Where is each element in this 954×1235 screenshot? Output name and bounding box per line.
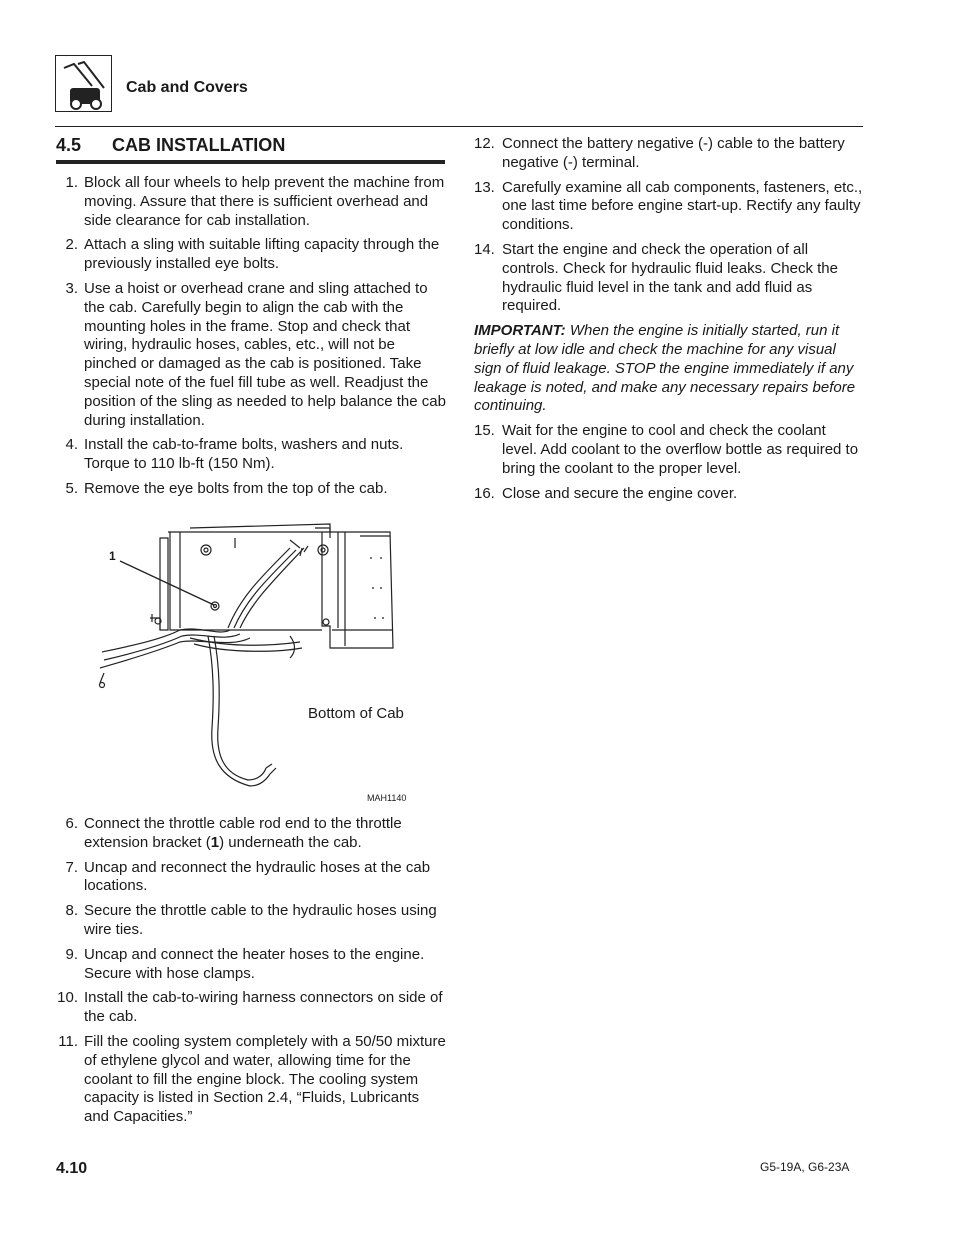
- list-item: 9. Uncap and connect the heater hoses to the engine. Secure with hose clamps.: [65, 945, 425, 982]
- steps-list-c: [474, 135, 864, 509]
- list-item: 15. Wait for the engine to cool and check the coolant level. Add coolant to the overflow bottle as required to bring the coolant to the proper level.: [474, 422, 859, 477]
- figure-id: MAH1140: [367, 793, 407, 803]
- list-item: 10. Install the cab-to-wiring harness connectors on side of the cab.: [57, 989, 443, 1026]
- page-number: 4.10: [56, 1160, 88, 1177]
- steps-list-a: [56, 174, 446, 505]
- cab-bottom-figure: [90, 518, 430, 808]
- list-item: 4. Install the cab-to-frame bolts, washers and nuts. Torque to 110 lb-ft (150 Nm).: [65, 436, 404, 473]
- list-item: 11. Fill the cooling system completely with a 50/50 mixture of ethylene glycol and water, allowing time for the coolant to fill the engine block. The cooling system capacity is listed in Section 2.4, “Fluids, Lubricants and Capacities.”: [58, 1032, 446, 1126]
- list-item: 5. Remove the eye bolts from the top of the cab.: [65, 479, 388, 497]
- list-item: 16. Close and secure the engine cover.: [474, 484, 738, 502]
- page-header-title: Cab and Covers: [126, 79, 248, 96]
- list-item: 3. Use a hoist or overhead crane and sling attached to the cab. Carefully begin to align the cab with the mounting holes in the frame. Stop and check that wiring, hydraulic hoses, cables, etc., will not be pinched or damaged as the cab is positioned. Take special note of the fuel fill tube as well. Readjust the position of the sling as needed to help balance the cab during installation.: [65, 279, 446, 429]
- important-label: IMPORTANT:: [474, 322, 566, 340]
- list-item: 12. Connect the battery negative (-) cable to the battery negative (-) terminal.: [474, 135, 845, 171]
- steps-list-b: [56, 815, 446, 1133]
- telehandler-icon: [55, 55, 112, 112]
- section-title: CAB INSTALLATION: [112, 135, 286, 155]
- list-item: 8. Secure the throttle cable to the hydraulic hoses using wire ties.: [65, 902, 437, 938]
- list-item: 2. Attach a sling with suitable lifting capacity through the previously installed eye bolts.: [65, 236, 440, 273]
- important-note: [474, 322, 864, 416]
- list-item: 13. Carefully examine all cab components, fasteners, etc., one last time before engine start-up. Rectify any faulty conditions.: [474, 178, 863, 234]
- model-numbers: G5-19A, G6-23A: [760, 1160, 850, 1174]
- section-heading: [56, 134, 445, 164]
- header-divider: [55, 126, 863, 127]
- list-item: 14. Start the engine and check the operation of all controls. Check for hydraulic fluid leaks. Check the hydraulic fluid level in the tank and add fluid as required.: [474, 240, 838, 315]
- section-number: 4.5: [56, 135, 82, 155]
- list-item: 6. Connect the throttle cable rod end to the throttle extension bracket (1) underneath the cab.: [65, 815, 402, 851]
- list-item: 1. Block all four wheels to help prevent the machine from moving. Assure that there is sufficient overhead and side clearance for cab installation.: [65, 174, 445, 229]
- figure-callout-1: 1: [109, 549, 116, 563]
- list-item: 7. Uncap and reconnect the hydraulic hoses at the cab locations.: [65, 858, 431, 895]
- figure-caption: Bottom of Cab: [308, 705, 404, 722]
- important-text: When the engine is initially started, run it briefly at low idle and check the machine for any visual sign of fluid leakage. STOP the engine immediately if any leakage is noted, and make any necessary repairs before continuing.: [474, 322, 856, 415]
